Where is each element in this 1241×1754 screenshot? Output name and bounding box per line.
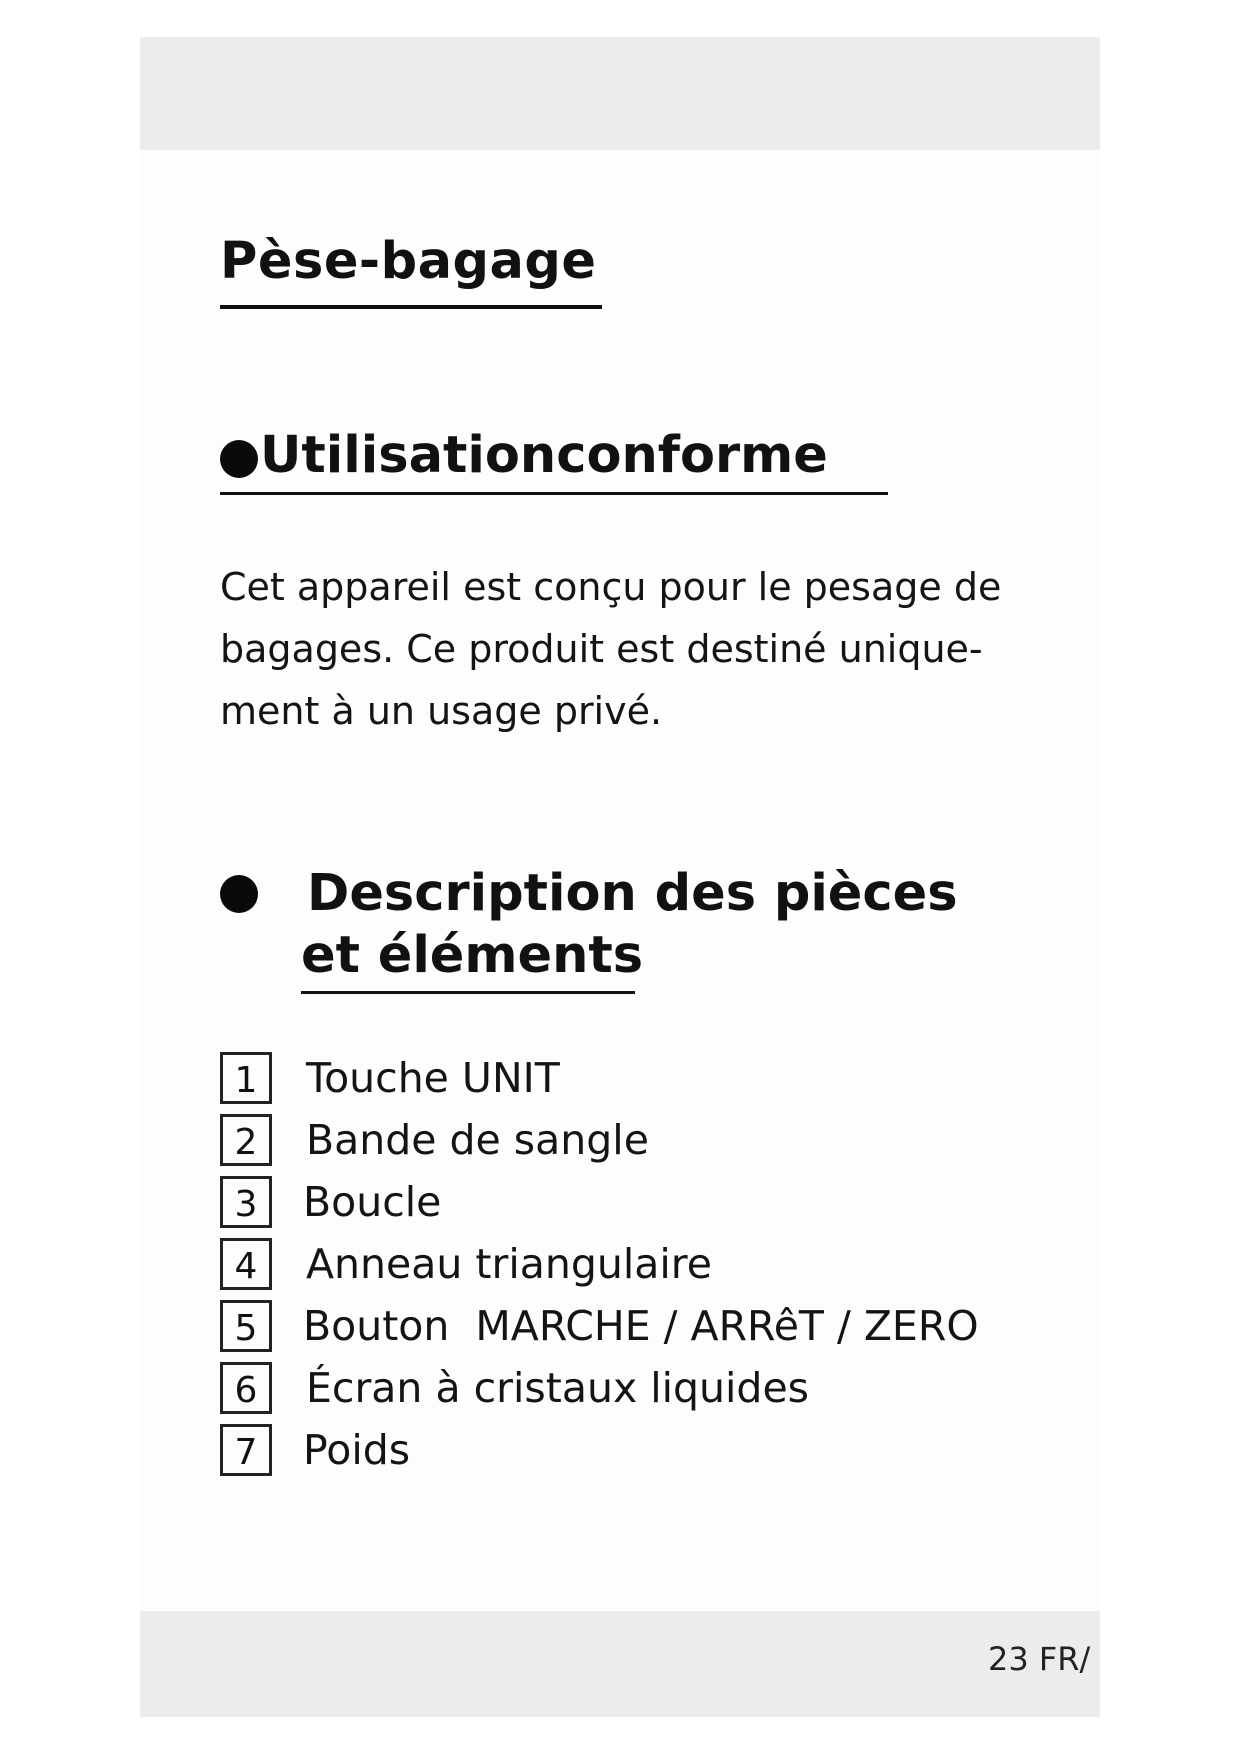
part-label: Touche UNIT xyxy=(306,1054,560,1102)
parts-list xyxy=(220,1052,1060,1486)
part-number-box: 2 xyxy=(220,1114,272,1166)
section-heading-parts-line1: Description des pièces xyxy=(307,864,958,923)
part-item xyxy=(220,1300,1060,1362)
part-item xyxy=(220,1424,1060,1486)
part-number-box: 1 xyxy=(220,1052,272,1104)
part-label: Poids xyxy=(303,1426,411,1474)
part-label: Boucle xyxy=(303,1178,442,1226)
document-title: Pèse-bagage xyxy=(220,232,597,291)
part-number-box: 7 xyxy=(220,1424,272,1476)
intended-use-paragraph xyxy=(220,556,1050,742)
section-heading-parts-line2: et éléments xyxy=(301,926,644,985)
section-heading-underline xyxy=(220,492,888,495)
title-underline xyxy=(220,305,602,309)
part-item xyxy=(220,1114,1060,1176)
part-number-box: 6 xyxy=(220,1362,272,1414)
paragraph-line: bagages. Ce produit est destiné unique- xyxy=(220,627,983,671)
part-label: Bouton MARCHE / ARRêT / ZERO xyxy=(303,1302,979,1350)
part-number-box: 5 xyxy=(220,1300,272,1352)
part-item xyxy=(220,1052,1060,1114)
section-bullet-icon xyxy=(220,440,258,478)
header-band xyxy=(140,37,1100,150)
part-number-box: 4 xyxy=(220,1238,272,1290)
section-bullet-icon xyxy=(220,875,258,913)
section-heading-underline xyxy=(301,991,635,994)
footer-band xyxy=(140,1611,1100,1717)
part-item xyxy=(220,1362,1060,1424)
part-label: Bande de sangle xyxy=(306,1116,649,1164)
part-item xyxy=(220,1238,1060,1300)
paragraph-line: Cet appareil est conçu pour le pesage de xyxy=(220,565,1002,609)
part-number-box: 3 xyxy=(220,1176,272,1228)
paragraph-line: ment à un usage privé. xyxy=(220,689,663,733)
section-heading-intended-use: Utilisationconforme xyxy=(260,426,828,485)
part-label: Anneau triangulaire xyxy=(306,1240,712,1288)
page-number-label: 23 FR/ xyxy=(988,1640,1091,1678)
part-item xyxy=(220,1176,1060,1238)
part-label: Écran à cristaux liquides xyxy=(306,1364,810,1412)
